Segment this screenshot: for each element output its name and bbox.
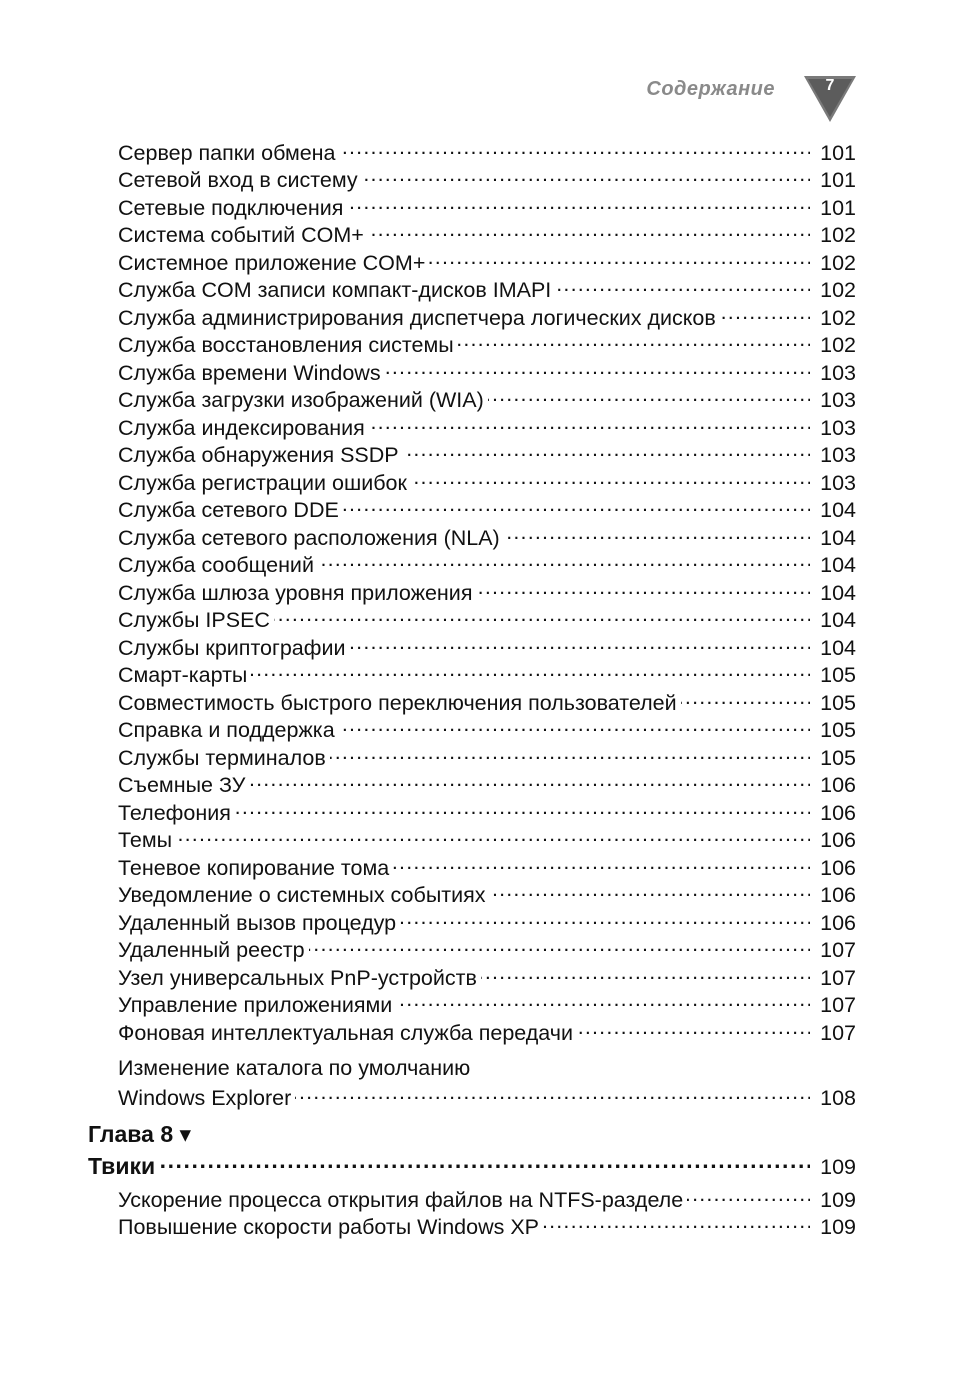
toc-entry-title: Справка и поддержка [118, 718, 335, 742]
toc-entry-title: Повышение скорости работы Windows XP [118, 1215, 540, 1239]
leader-dots [393, 853, 810, 875]
leader-dots [340, 138, 810, 160]
toc-entry-title: Windows Explorer [118, 1086, 292, 1110]
toc-entry-page: 105 [820, 690, 856, 715]
toc-entry-title: Темы [118, 828, 173, 852]
leader-dots [309, 936, 810, 958]
toc-entry [118, 1213, 856, 1241]
toc-entry [118, 386, 856, 414]
toc-entry-multiline-first [118, 1056, 856, 1084]
toc-entry-title: Управление приложениями [118, 993, 393, 1017]
toc-entry [118, 633, 856, 661]
toc-entry [118, 578, 856, 606]
toc-entry-page: 107 [820, 993, 856, 1017]
toc-entry [118, 1185, 856, 1213]
toc-entry [118, 413, 856, 441]
toc-entry-title: Службы криптографии [118, 635, 346, 660]
toc-entry [118, 303, 856, 331]
toc-entry-title: Телефония [118, 800, 231, 825]
toc-entry-page: 102 [820, 250, 856, 275]
toc-entry-title: Фоновая интеллектуальная служба передачи [118, 1020, 574, 1045]
toc-entry-page: 104 [820, 580, 856, 605]
toc-entry-page: 103 [820, 388, 856, 412]
toc-entry-title: Изменение каталога по умолчанию [118, 1056, 471, 1080]
toc-entry-page: 102 [820, 223, 856, 247]
toc-entry-page: 103 [820, 470, 856, 495]
toc-entry-page: 105 [820, 663, 856, 687]
toc-entry-page: 101 [820, 195, 856, 220]
toc-entry-page: 103 [820, 415, 856, 440]
leader-dots [385, 358, 810, 380]
chapter-heading [88, 1151, 856, 1179]
leader-dots [577, 1018, 810, 1040]
leader-dots [403, 441, 810, 463]
toc-entry [118, 606, 856, 634]
toc-entry-title: Служба восстановления системы [118, 333, 454, 357]
toc-entry-page: 104 [820, 525, 856, 550]
toc-entry [118, 358, 856, 386]
leader-dots [295, 1084, 810, 1106]
leader-dots [343, 496, 810, 518]
toc-entry-title: Ускорение процесса открытия файлов на NTFS-разделе [118, 1187, 684, 1212]
leader-dots [411, 468, 810, 490]
toc-entry [118, 468, 856, 496]
toc-entry [118, 826, 856, 854]
toc-entry-title: Служба администрирования диспетчера логических дисков [118, 305, 716, 330]
toc-entry-page: 108 [820, 1086, 856, 1110]
toc-entry [118, 771, 856, 799]
toc-entry-title: Служба шлюза уровня приложения [118, 580, 473, 605]
toc-entry [118, 881, 856, 909]
leader-dots [488, 386, 810, 408]
toc-entry [118, 661, 856, 689]
toc-entry [118, 496, 856, 524]
toc-entry [118, 221, 856, 249]
leader-dots [396, 991, 810, 1013]
toc-entry-page: 106 [820, 828, 856, 852]
toc-entry [118, 991, 856, 1019]
toc-entry-title: Уведомление о системных событиях [118, 883, 486, 907]
toc-entry-page: 101 [820, 168, 856, 192]
leader-dots [490, 881, 810, 903]
leader-dots [429, 248, 810, 270]
leader-dots [555, 276, 810, 298]
toc-entry-page: 102 [820, 333, 856, 357]
chapter-title: Твики [88, 1153, 156, 1179]
leader-dots [458, 331, 810, 353]
toc-entry-page: 107 [820, 938, 856, 962]
toc-entry-page: 109 [820, 1215, 856, 1239]
toc-entry [118, 853, 856, 881]
toc-entry [118, 193, 856, 221]
toc-entry-title: Служба COM записи компакт-дисков IMAPI [118, 278, 552, 302]
chapter-page: 109 [820, 1155, 856, 1179]
toc-entry-title: Служба сетевого DDE [118, 498, 339, 522]
chapter-label: Глава 8 ▾ [88, 1121, 192, 1147]
leader-dots [476, 578, 810, 600]
toc-entry [118, 276, 856, 304]
toc-entry-page: 102 [820, 278, 856, 302]
toc-entry-title: Теневое копирование тома [118, 855, 390, 880]
leader-dots [400, 908, 810, 930]
toc-entry [118, 908, 856, 936]
toc-entry-title: Сетевой вход в систему [118, 168, 358, 192]
toc-entry-title: Служба загрузки изображений (WIA) [118, 388, 484, 412]
leader-dots [362, 166, 810, 188]
toc-entry [118, 716, 856, 744]
toc-entry-title: Службы IPSEC [118, 608, 270, 632]
toc-entry-page: 104 [820, 608, 856, 632]
toc-entry-page: 107 [820, 1020, 856, 1045]
leader-dots [543, 1213, 810, 1235]
toc-entry-title: Службы терминалов [118, 745, 326, 770]
toc-entry-page: 106 [820, 800, 856, 825]
leader-dots [159, 1151, 810, 1174]
running-head: Содержание [646, 78, 775, 100]
toc-entry-page: 102 [820, 305, 856, 330]
leader-dots [251, 661, 810, 683]
toc-entry-title: Служба сообщений [118, 553, 314, 577]
leader-dots [249, 771, 810, 793]
toc-entry-title: Удаленный вызов процедур [118, 910, 397, 935]
toc-entry-title: Совместимость быстрого переключения пользователей [118, 690, 677, 715]
toc-entry [118, 551, 856, 579]
toc-entry-title: Служба времени Windows [118, 360, 381, 385]
toc-entry [118, 441, 856, 469]
toc-entry-page: 106 [820, 773, 856, 797]
leader-dots [720, 303, 810, 325]
toc-entry [118, 523, 856, 551]
toc-entry-title: Съемные ЗУ [118, 773, 246, 797]
toc-entry-page: 105 [820, 745, 856, 770]
toc-entry [118, 138, 856, 166]
toc-entry-title: Служба индексирования [118, 415, 365, 440]
toc-entry-title: Сетевые подключения [118, 195, 344, 220]
toc-entry [118, 936, 856, 964]
toc-entry-title: Служба сетевого расположения (NLA) [118, 525, 500, 550]
toc-entry [118, 688, 856, 716]
toc-entry-title: Служба обнаружения SSDP [118, 443, 399, 467]
leader-dots [274, 606, 810, 628]
toc-entry-title: Системное приложение COM+ [118, 250, 426, 275]
toc-entry [118, 1018, 856, 1046]
leader-dots [368, 221, 810, 243]
toc-entry-multiline-second [118, 1084, 856, 1112]
toc-entry-page: 106 [820, 855, 856, 880]
toc-entry-page: 107 [820, 965, 856, 990]
leader-dots [687, 1185, 810, 1207]
toc-entry-page: 104 [820, 635, 856, 660]
toc-entry-page: 103 [820, 443, 856, 467]
toc-entry-page: 104 [820, 498, 856, 522]
toc-entry-title: Смарт-карты [118, 663, 248, 687]
leader-dots [176, 826, 810, 848]
leader-dots [235, 798, 810, 820]
toc-entry-title: Сервер папки обмена [118, 140, 336, 165]
page-number: 7 [825, 77, 835, 94]
leader-dots [681, 688, 810, 710]
toc-entry [118, 743, 856, 771]
leader-dots [339, 716, 810, 738]
leader-dots [330, 743, 810, 765]
toc-entry [118, 963, 856, 991]
toc-entry-page: 106 [820, 910, 856, 935]
toc-entry-title: Удаленный реестр [118, 938, 305, 962]
toc-entry-title: Служба регистрации ошибок [118, 470, 407, 495]
toc-entry-page: 109 [820, 1187, 856, 1212]
toc-entry-page: 101 [820, 140, 856, 165]
toc-entry [118, 166, 856, 194]
page-number-badge [804, 76, 856, 122]
leader-dots [481, 963, 810, 985]
leader-dots [504, 523, 810, 545]
page-header [0, 68, 975, 128]
toc-entry-title: Узел универсальных PnP-устройств [118, 965, 477, 990]
leader-dots [318, 551, 810, 573]
toc-entry-page: 106 [820, 883, 856, 907]
toc-entry-page: 105 [820, 718, 856, 742]
toc-entry-title: Система событий COM+ [118, 223, 364, 247]
toc-entry-page: 104 [820, 553, 856, 577]
toc-entry [118, 331, 856, 359]
toc-entry [118, 798, 856, 826]
toc-entry-page: 103 [820, 360, 856, 385]
leader-dots [347, 193, 810, 215]
leader-dots [349, 633, 810, 655]
leader-dots [369, 413, 810, 435]
toc-entry [118, 248, 856, 276]
